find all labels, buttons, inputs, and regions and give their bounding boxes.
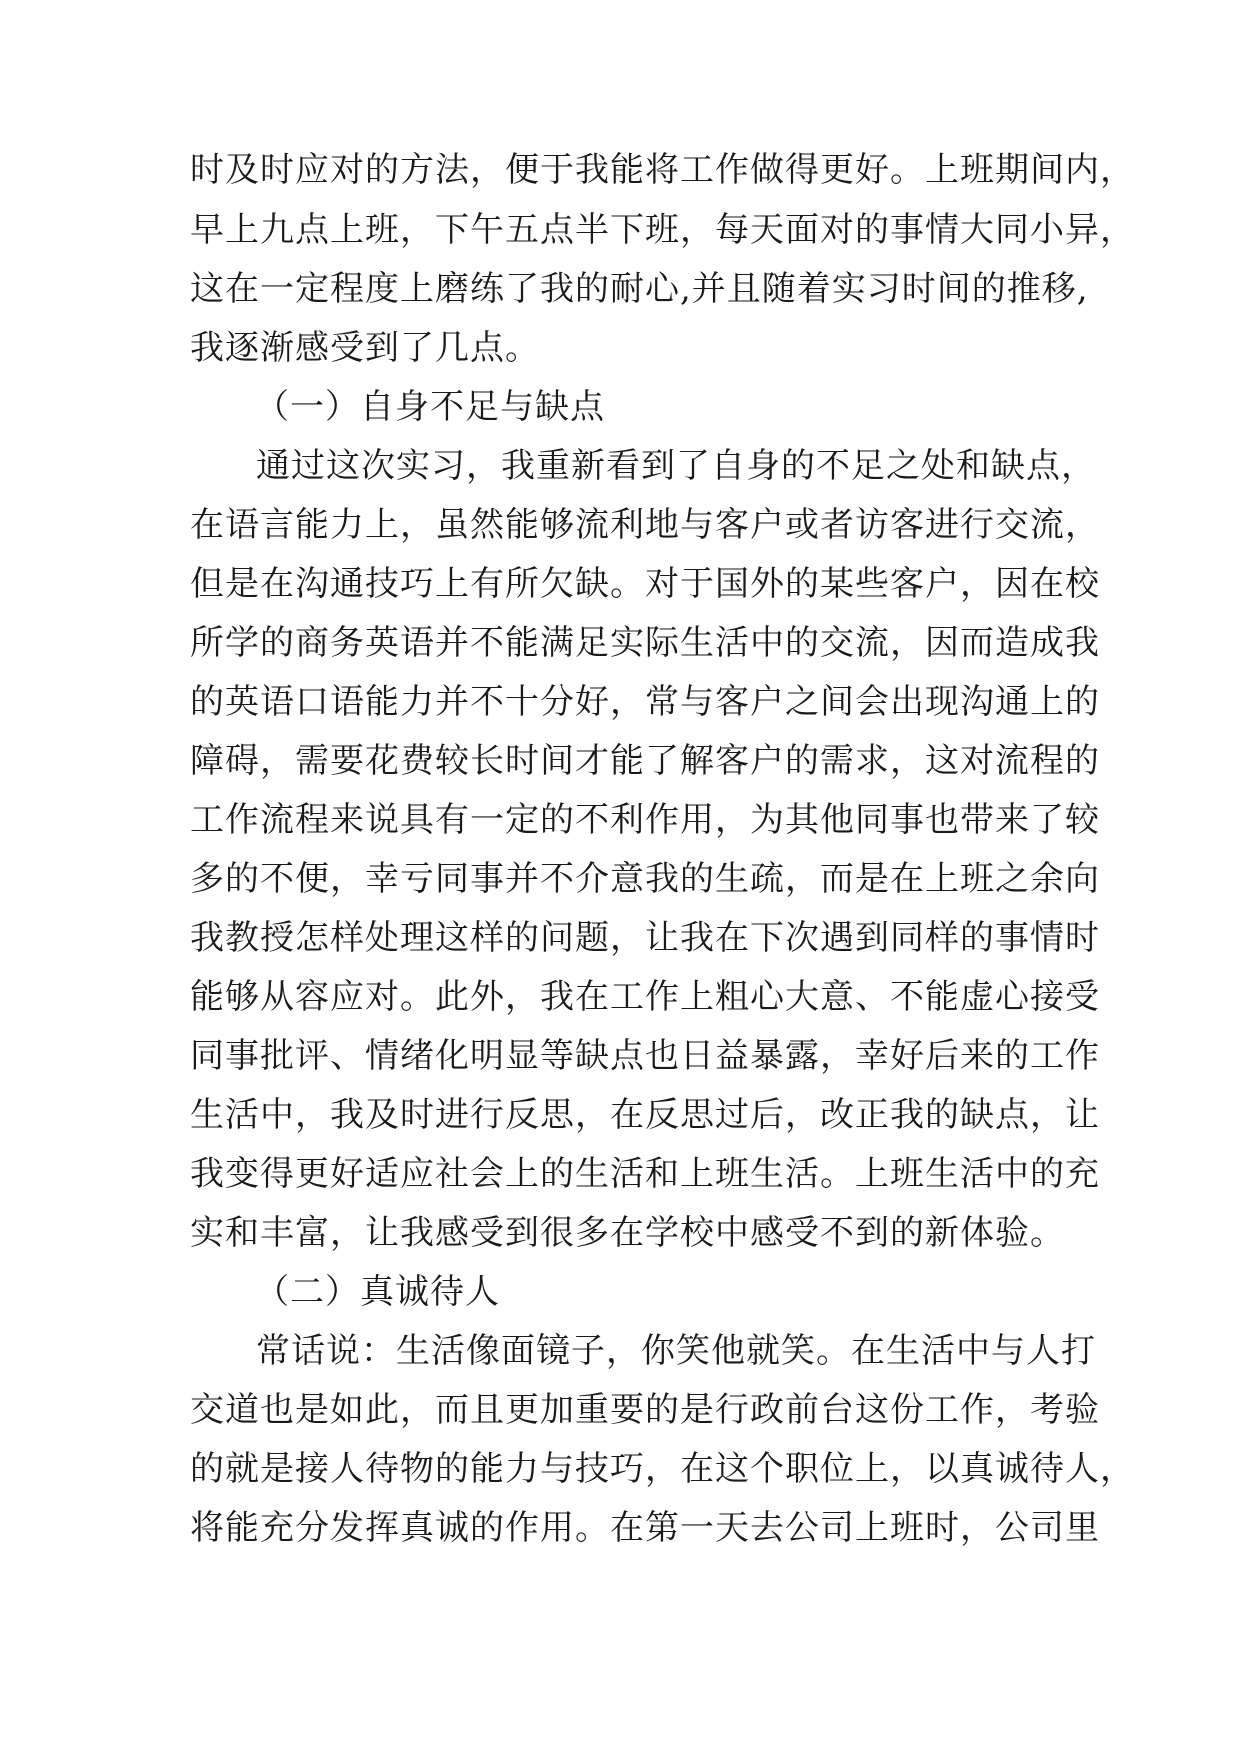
text-line: 同事批评、情绪化明显等缺点也日益暴露，幸好后来的工作 <box>190 1036 1100 1076</box>
text-line: 通过这次实习，我重新看到了自身的不足之处和缺点， <box>256 446 1096 486</box>
text-line: 在语言能力上，虽然能够流利地与客户或者访客进行交流， <box>190 505 1100 545</box>
text-line: 的就是接人待物的能力与技巧，在这个职位上，以真诚待人， <box>190 1449 1135 1489</box>
text-line: 我逐渐感受到了几点。 <box>190 328 540 368</box>
text-line: 障碍，需要花费较长时间才能了解客户的需求，这对流程的 <box>190 741 1100 781</box>
text-line: 工作流程来说具有一定的不利作用，为其他同事也带来了较 <box>190 800 1100 840</box>
text-line: 时及时应对的方法，便于我能将工作做得更好。上班期间内， <box>190 150 1135 190</box>
text-line: 多的不便，幸亏同事并不介意我的生疏，而是在上班之余向 <box>190 859 1100 899</box>
text-line: 能够从容应对。此外，我在工作上粗心大意、不能虚心接受 <box>190 977 1100 1017</box>
text-line: 我变得更好适应社会上的生活和上班生活。上班生活中的充 <box>190 1154 1100 1194</box>
text-line: 我教授怎样处理这样的问题，让我在下次遇到同样的事情时 <box>190 918 1100 958</box>
text-line: 早上九点上班，下午五点半下班，每天面对的事情大同小异， <box>190 210 1135 250</box>
text-line: 将能充分发挥真诚的作用。在第一天去公司上班时，公司里 <box>190 1508 1100 1548</box>
text-line: 生活中，我及时进行反思，在反思过后，改正我的缺点，让 <box>190 1095 1100 1135</box>
text-line: 实和丰富，让我感受到很多在学校中感受不到的新体验。 <box>190 1213 1065 1253</box>
text-line: 交道也是如此，而且更加重要的是行政前台这份工作，考验 <box>190 1390 1100 1430</box>
text-line: 但是在沟通技巧上有所欠缺。对于国外的某些客户，因在校 <box>190 564 1100 604</box>
text-line: 常话说：生活像面镜子，你笑他就笑。在生活中与人打 <box>256 1331 1096 1371</box>
text-line: 所学的商务英语并不能满足实际生活中的交流，因而造成我 <box>190 623 1100 663</box>
section-heading-1: （一）自身不足与缺点 <box>255 387 605 427</box>
text-line: 这在一定程度上磨练了我的耐心,并且随着实习时间的推移, <box>190 269 1089 309</box>
text-line: 的英语口语能力并不十分好，常与客户之间会出现沟通上的 <box>190 682 1100 722</box>
section-heading-2: （二）真诚待人 <box>255 1272 500 1312</box>
